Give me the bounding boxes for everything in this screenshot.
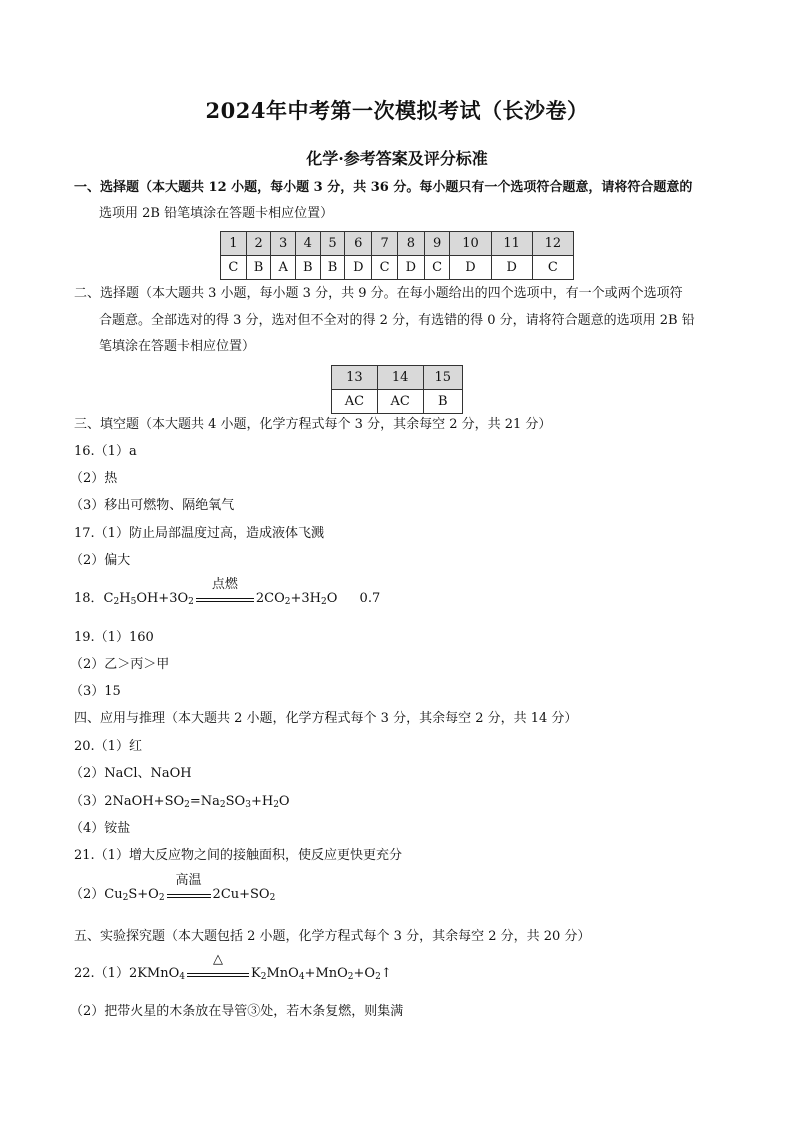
table-cell: AC: [377, 390, 423, 414]
section2-heading-cont1: 合题意。全部选对的得 3 分，选对但不全对的得 2 分，有选错的得 0 分，请将符合题意的选项用 2B 铅: [99, 313, 695, 328]
table-cell: B: [423, 390, 463, 414]
answer-18-equation: 18．$C_2H_5OH+3O_2$ 点燃 $2CO_2+3H_2O$ 0.7: [74, 577, 381, 607]
section1-answer-table: [220, 231, 574, 280]
table-cell: 15: [423, 366, 463, 390]
answer-17-2: （2）偏大: [70, 553, 131, 568]
reaction-condition-arrow: 高温: [167, 886, 211, 904]
section5-heading: 五、实验探究题（本大题包括 2 小题，化学方程式每个 3 分，其余每空 2 分，共 20 分）: [74, 929, 591, 944]
answer-17-1: 17.（1）防止局部温度过高，造成液体飞溅: [74, 526, 324, 541]
table-cell: 2: [246, 232, 271, 256]
answer-18-value: 0.7: [359, 591, 381, 606]
table-cell: 10: [450, 232, 491, 256]
section2-answer-table: [331, 365, 463, 414]
table-cell: A: [271, 256, 295, 280]
answer-22-1: 22.（1）2KMnO$_4$ △ $K_2MnO_4+MnO_2+O_2↑$: [74, 952, 392, 982]
section2-heading-cont2: 笔填涂在答题卡相应位置）: [99, 339, 256, 354]
answer-21-2: $(2)Cu_2S+O_2$ 高温 $2Cu+SO_2$: [70, 873, 276, 903]
table-cell: B: [246, 256, 271, 280]
table-cell: 4: [295, 232, 320, 256]
answer-22-2: （2）把带火星的木条放在导管③处，若木条复燃，则集满: [70, 1004, 404, 1019]
answer-20-2: （2）NaCl、NaOH: [70, 766, 192, 781]
answer-21-1: 21.（1）增大反应物之间的接触面积，使反应更快更充分: [74, 848, 402, 863]
table-cell: 5: [320, 232, 345, 256]
table-cell: D: [397, 256, 424, 280]
table-cell: 9: [424, 232, 450, 256]
table-cell: AC: [332, 390, 378, 414]
table-cell: 11: [491, 232, 532, 256]
table-row-answers: [332, 390, 463, 414]
answer-20-1: 20.（1）红: [74, 739, 142, 754]
section4-heading: 四、应用与推理（本大题共 2 小题，化学方程式每个 3 分，其余每空 2 分，共 14 分）: [74, 711, 578, 726]
table-cell: 14: [377, 366, 423, 390]
answer-20-4: （4）铵盐: [70, 821, 131, 836]
answer-19-2: （2）乙＞丙＞甲: [70, 657, 170, 672]
section3-heading: 三、填空题（本大题共 4 小题，化学方程式每个 3 分，其余每空 2 分，共 21 分）: [74, 417, 552, 432]
table-cell: 12: [532, 232, 573, 256]
table-cell: C: [372, 256, 398, 280]
table-cell: 8: [397, 232, 424, 256]
table-cell: 13: [332, 366, 378, 390]
table-cell: 7: [372, 232, 398, 256]
answer-16-3: （3）移出可燃物、隔绝氧气: [70, 498, 235, 513]
table-row-numbers: [221, 232, 574, 256]
table-row-answers: [221, 256, 574, 280]
table-row-numbers: [332, 366, 463, 390]
table-cell: D: [345, 256, 372, 280]
page-title: 2024年中考第一次模拟考试（长沙卷）: [205, 98, 589, 123]
answer-20-3: $(3)2NaOH+SO_2=Na_2SO_3+H_2O$: [70, 794, 290, 810]
table-cell: B: [320, 256, 345, 280]
section1-heading: 一、选择题（本大题共 12 小题，每小题 3 分，共 36 分。每小题只有一个选项符合题意，请将符合题意的: [74, 180, 693, 195]
section2-heading: 二、选择题（本大题共 3 小题，每小题 3 分，共 9 分。在每小题给出的四个选项中，有一个或两个选项符: [74, 286, 683, 301]
page-subtitle: 化学·参考答案及评分标准: [306, 149, 488, 168]
answer-19-3: （3）15: [70, 684, 121, 699]
table-cell: C: [532, 256, 573, 280]
answer-16-1: 16.（1）a: [74, 444, 137, 459]
table-cell: 3: [271, 232, 295, 256]
answer-16-2: （2）热: [70, 471, 118, 486]
table-cell: C: [424, 256, 450, 280]
table-cell: D: [491, 256, 532, 280]
table-cell: B: [295, 256, 320, 280]
table-cell: D: [450, 256, 491, 280]
reaction-condition-arrow: 点燃: [196, 590, 254, 608]
reaction-condition-arrow: △: [187, 965, 249, 983]
table-cell: C: [221, 256, 247, 280]
table-cell: 6: [345, 232, 372, 256]
answer-19-1: 19.（1）160: [74, 630, 154, 645]
section1-heading-cont: 选项用 2B 铅笔填涂在答题卡相应位置）: [99, 206, 334, 221]
table-cell: 1: [221, 232, 247, 256]
